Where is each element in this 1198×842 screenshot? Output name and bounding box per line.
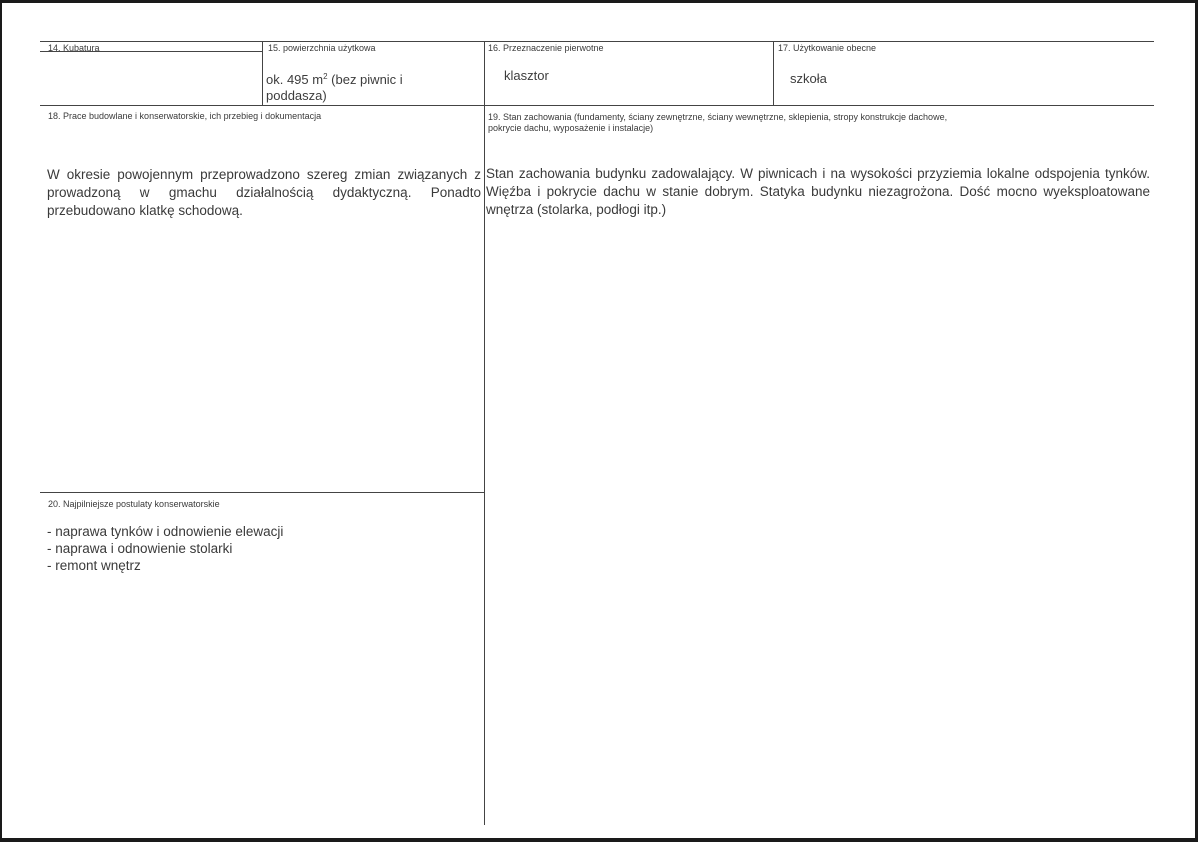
powierzchnia-value-unit-exponent: 2 bbox=[323, 72, 328, 81]
uzytkowanie-value: szkoła bbox=[790, 71, 827, 86]
postulaty-label: 20. Najpilniejsze postulaty konserwatorskie bbox=[48, 499, 220, 509]
col-divider-3 bbox=[773, 41, 774, 105]
col-divider-1 bbox=[262, 41, 263, 105]
top-row-line bbox=[40, 41, 1154, 42]
postulaty-item: - remont wnętrz bbox=[47, 557, 283, 574]
powierzchnia-value bbox=[266, 72, 456, 104]
prace-label: 18. Prace budowlane i konserwatorskie, ich przebieg i dokumentacja bbox=[48, 111, 322, 121]
stan-text: Stan zachowania budynku zadowalający. W piwnicach i na wysokości przyziemia lokalne odspojenia tynków. Więźba i pokrycie dachu w stanie dobrym. Statyka budynku niezagrożona. Dość mocno wyeksploatowane wnętrza (stolarka, podłogi itp.) bbox=[486, 166, 1150, 217]
row-divider-1 bbox=[40, 105, 1154, 106]
uzytkowanie-label: 17. Użytkowanie obecne bbox=[778, 43, 877, 53]
stan-label: 19. Stan zachowania (fundamenty, ściany zewnętrzne, ściany wewnętrzne, sklepienia, stropy konstrukcje dachowe, pokrycie dachu, wyposażenie i instalacje) bbox=[488, 112, 948, 133]
postulaty-item: - naprawa i odnowienie stolarki bbox=[47, 540, 283, 557]
postulaty-list bbox=[47, 523, 283, 574]
powierzchnia-value-suffix: (bez piwnic i poddasza) bbox=[266, 72, 403, 103]
sheet-edge-bottom bbox=[0, 838, 1198, 842]
prace-text: W okresie powojennym przeprowadzono szereg zmian związanych z prowadzoną w gmachu działalnością dydaktyczną. Ponadto przebudowano klatkę schodową. bbox=[47, 167, 481, 218]
postulaty-item: - naprawa tynków i odnowienie elewacji bbox=[47, 523, 283, 540]
powierzchnia-value-prefix: ok. 495 m bbox=[266, 72, 324, 87]
col-divider-2 bbox=[484, 41, 485, 825]
row-divider-2 bbox=[40, 492, 484, 493]
sheet-edge-left bbox=[0, 0, 2, 842]
powierzchnia-label: 15. powierzchnia użytkowa bbox=[268, 43, 376, 53]
przeznaczenie-label: 16. Przeznaczenie pierwotne bbox=[488, 43, 604, 53]
sheet-edge-top bbox=[0, 0, 1198, 3]
przeznaczenie-value: klasztor bbox=[504, 68, 549, 83]
kubatura-label: 14. Kubatura bbox=[48, 43, 100, 53]
